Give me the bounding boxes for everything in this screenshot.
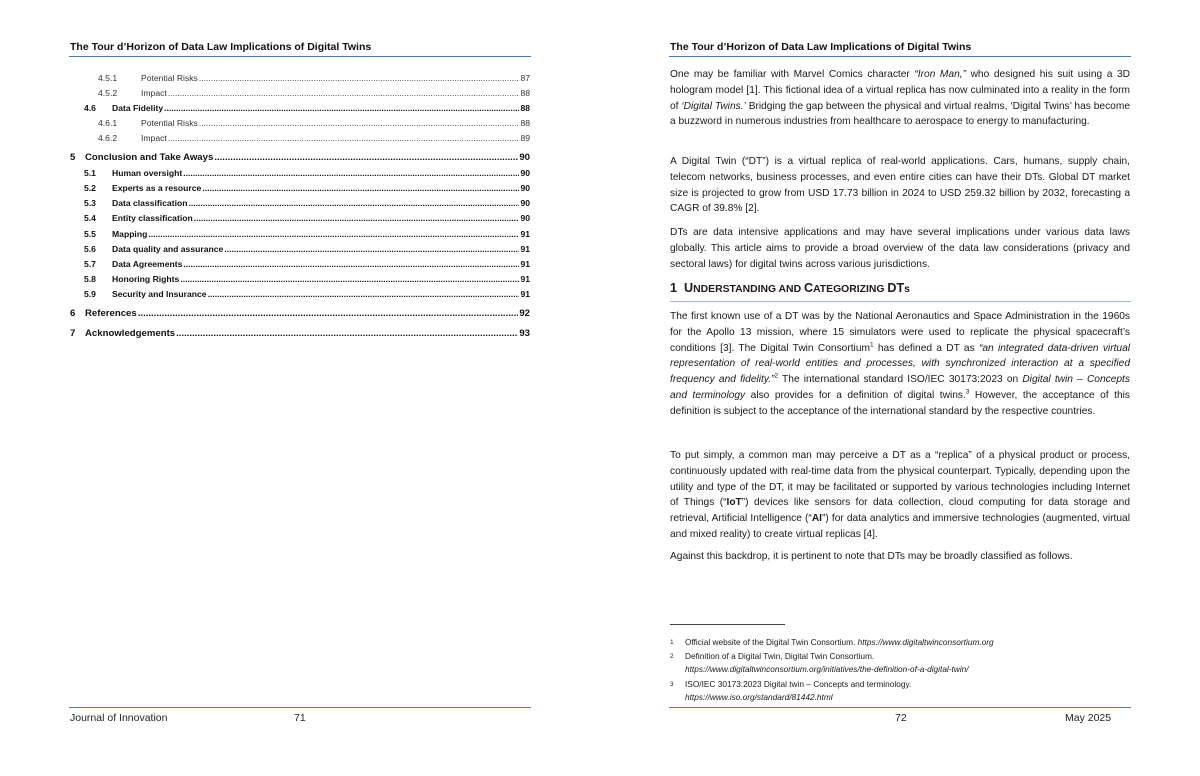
toc-entry[interactable]	[70, 198, 530, 212]
toc-entry-page: 93	[519, 328, 530, 339]
running-header-left: The Tour d’Horizon of Data Law Implications of Digital Twins	[70, 41, 372, 53]
toc-entry-number: 4.6.2	[98, 133, 118, 143]
toc-entry-title: Data classification	[112, 198, 188, 208]
toc-entry-title: Impact	[141, 88, 167, 98]
toc-entry[interactable]	[70, 229, 530, 243]
text-run: ”) devices like sensors for data collection, cloud computing for data storage and retrieval, Artificial Intelligence (“	[670, 497, 1130, 525]
toc-entry-page: 91	[520, 244, 530, 254]
toc-entry[interactable]	[70, 88, 530, 102]
footnote-text: Official website of the Digital Twin Consortium.	[685, 637, 858, 647]
text-run: One may be familiar with Marvel Comics character	[670, 69, 915, 80]
toc-entry[interactable]	[70, 133, 530, 147]
toc-entry-page: 90	[520, 183, 530, 193]
toc-leader-dots	[214, 152, 518, 163]
toc-leader-dots	[138, 308, 519, 319]
text-run: Bridging the gap between the physical and virtual realms, ‘Digital Twins’ has become a buzzword in numerous industries from healthcare to aerospace to energy to manufacturing.	[670, 100, 1130, 128]
toc-leader-dots	[176, 328, 518, 339]
footnote-link[interactable]: https://www.iso.org/standard/81442.html	[685, 692, 833, 702]
text-run: The first known use of a DT was by the National Aeronautics and Space Administration in the 1960s for the Apollo 13 mission, where 15 simulators were used to replicate the physical spacecraft’s conditions [3]. The Digital Twin Consortium	[670, 311, 1130, 354]
toc-entry-number: 4.5.1	[98, 73, 118, 83]
toc-leader-dots	[224, 244, 519, 254]
footer-date: May 2025	[1065, 712, 1112, 724]
toc-entry-number: 4.6.1	[98, 118, 118, 128]
toc-leader-dots	[148, 229, 519, 239]
text-run: However, the acceptance of this definition is subject to the acceptance of the international standard by the respective countries.	[670, 389, 1130, 417]
text-run: also provides for a definition of digital twins.	[745, 389, 966, 401]
footnote-link[interactable]: https://www.digitaltwinconsortium.org/initiatives/the-definition-of-a-digital-twin/	[685, 664, 969, 674]
section-rule	[670, 301, 1131, 302]
toc-entry-number: 5.8	[84, 274, 96, 284]
text-run-bold: AI	[811, 513, 822, 525]
toc-entry-number: 5.4	[84, 213, 96, 223]
footnote-separator	[670, 624, 785, 625]
toc-entry-number: 5.6	[84, 244, 96, 254]
toc-entry-title: Data quality and assurance	[112, 244, 224, 254]
toc-leader-dots	[188, 198, 519, 208]
toc-entry-number: 5.2	[84, 183, 96, 193]
toc-entry[interactable]	[70, 103, 530, 117]
toc-leader-dots	[199, 73, 520, 83]
toc-entry-title: References	[85, 308, 137, 319]
page-number-left: 71	[294, 712, 306, 724]
text-run: ”) for data analytics and immersive technologies (augmented, virtual and mixed reality) to create virtual replicas [4].	[670, 513, 1130, 540]
section-number: 1	[670, 281, 678, 295]
toc-entry[interactable]	[70, 183, 530, 197]
toc-leader-dots	[168, 133, 520, 143]
toc-leader-dots	[183, 168, 519, 178]
toc-entry-title: Impact	[141, 133, 167, 143]
toc-entry-page: 92	[519, 308, 530, 319]
heading-cap: DT	[887, 281, 905, 295]
toc-entry-number: 4.6	[84, 103, 96, 113]
toc-entry[interactable]	[70, 259, 530, 273]
section-heading-1	[670, 281, 1130, 295]
text-run: The international standard ISO/IEC 30173:2023 on	[778, 374, 1023, 386]
header-rule-right	[669, 56, 1131, 57]
footnote-ref: 3	[965, 388, 970, 396]
toc-entry-page: 91	[520, 229, 530, 239]
toc-entry-number: 5.7	[84, 259, 96, 269]
toc-leader-dots	[208, 289, 520, 299]
toc-entry-title: Security and Insurance	[112, 289, 207, 299]
text-run-italic: “an integrated data-driven virtual representation of real-world entities and processes, with synchronized interaction at a specified frequency and fidelity.”	[670, 342, 1131, 386]
footnote-number: 1	[670, 639, 674, 646]
toc-entry-number: 6	[70, 308, 76, 319]
toc-entry-page: 91	[520, 259, 530, 269]
toc-entry-number: 5	[70, 152, 76, 163]
page-number-right: 72	[895, 712, 907, 724]
toc-entry-number: 5.5	[84, 229, 96, 239]
toc-entry[interactable]	[70, 168, 530, 182]
toc-entry-number: 5.3	[84, 198, 96, 208]
toc-entry-page: 91	[520, 289, 530, 299]
toc-entry-title: Potential Risks	[141, 118, 198, 128]
footer-rule-left	[69, 707, 531, 708]
text-run-bold: IoT	[726, 497, 742, 509]
toc-entry[interactable]	[70, 244, 530, 258]
toc-entry-title: Potential Risks	[141, 73, 198, 83]
toc-entry[interactable]	[70, 73, 530, 87]
heading-cap: U	[684, 281, 694, 295]
toc-entry-title: Human oversight	[112, 168, 183, 178]
paragraph-replica	[670, 448, 1130, 543]
footnote-number: 3	[670, 681, 674, 688]
toc-entry[interactable]	[70, 118, 530, 132]
toc-entry[interactable]	[70, 289, 530, 303]
heading-smallcaps: s	[904, 284, 910, 295]
toc-entry-number: 5.1	[84, 168, 96, 178]
toc-entry-title: Experts as a resource	[112, 183, 202, 193]
footnote-2	[670, 650, 1130, 676]
toc-entry-title: Entity classification	[112, 213, 193, 223]
toc-entry-page: 90	[519, 152, 530, 163]
toc-entry[interactable]	[70, 328, 530, 342]
paragraph-history	[670, 309, 1130, 420]
footnote-3	[670, 678, 1130, 704]
toc-leader-dots	[164, 103, 519, 113]
toc-entry-title: Mapping	[112, 229, 148, 239]
toc-entry-title: Data Agreements	[112, 259, 183, 269]
toc-entry-number: 5.9	[84, 289, 96, 299]
toc-entry[interactable]	[70, 152, 530, 166]
toc-leader-dots	[180, 274, 519, 284]
text-run: To put simply, a common man may perceive a DT as a “replica” of a physical product or process, continuously updated with real-time data from the physical counterpart. Typically, depending upon the utility and type of the DT, it may be facilitated or supported by various technologies including Internet of Things (“	[670, 450, 1130, 509]
toc-leader-dots	[199, 118, 520, 128]
heading-cap: C	[803, 281, 814, 295]
toc-entry[interactable]	[70, 308, 530, 322]
paragraph-intro	[670, 67, 1130, 130]
toc-entry-page: 88	[520, 103, 530, 113]
toc-leader-dots	[168, 88, 520, 98]
toc-entry-title: Data Fidelity	[112, 103, 164, 113]
toc-entry-page: 89	[520, 133, 530, 143]
footnote-link[interactable]: https://www.digitaltwinconsortium.org	[857, 637, 994, 647]
toc-entry-page: 91	[520, 274, 530, 284]
footnote-1	[670, 636, 1130, 649]
toc-entry-page: 90	[520, 213, 530, 223]
text-run: has defined a DT as	[873, 342, 979, 354]
header-rule-left	[69, 56, 531, 57]
footnote-number: 2	[670, 653, 674, 660]
text-run-italic: “Iron Man,”	[914, 69, 966, 80]
toc-leader-dots	[183, 259, 519, 269]
footnote-text: Definition of a Digital Twin, Digital Twin Consortium.	[685, 651, 875, 661]
heading-smallcaps: ATEGORIZING	[813, 284, 888, 295]
toc-entry-title: Conclusion and Take Aways	[85, 152, 214, 163]
toc-entry-page: 90	[520, 168, 530, 178]
text-run-italic: ‘Digital Twins.’	[681, 100, 746, 112]
toc-entry[interactable]	[70, 274, 530, 288]
toc-entry-page: 87	[520, 73, 530, 83]
footnote-text: ISO/IEC 30173:2023 Digital twin – Concepts and terminology.	[685, 679, 912, 689]
toc-entry-title: Honoring Rights	[112, 274, 180, 284]
toc-entry[interactable]	[70, 213, 530, 227]
toc-leader-dots	[194, 213, 520, 223]
toc-entry-page: 88	[520, 88, 530, 98]
toc-entry-page: 90	[520, 198, 530, 208]
heading-smallcaps: NDERSTANDING AND	[693, 284, 804, 295]
toc-entry-page: 88	[520, 118, 530, 128]
running-header-right: The Tour d’Horizon of Data Law Implications of Digital Twins	[670, 41, 972, 53]
toc-leader-dots	[202, 183, 519, 193]
footnote-ref: 2	[774, 372, 779, 380]
footnote-ref: 1	[869, 341, 874, 349]
text-run: who designed his suit using a 3D hologram model [1]. This fictional idea of a virtual replica has now culminated into a reality in the form of	[670, 69, 1130, 112]
paragraph-definition: A Digital Twin (“DT”) is a virtual replica of real-world applications. Cars, humans, supply chain, telecom networks, business processes, and even entire cities can have their DTs. Global DT market size is projected to grow from USD 17.73 billion in 2024 to USD 259.32 billion by 2032, forecasting a CAGR of 39.8% [2].	[670, 156, 1130, 215]
text-run-italic: Digital twin – Concepts and terminology	[670, 374, 1130, 401]
paragraph-implications: DTs are data intensive applications and may have several implications under various data laws globally. This article aims to provide a broad overview of the data law considerations (privacy and sectoral laws) for digital twins across various jurisdictions.	[670, 227, 1130, 270]
footer-rule-right	[669, 707, 1131, 708]
footer-journal-name: Journal of Innovation	[70, 712, 168, 724]
toc-entry-title: Acknowledgements	[85, 328, 176, 339]
toc-entry-number: 4.5.2	[98, 88, 118, 98]
toc-entry-number: 7	[70, 328, 76, 339]
paragraph-backdrop: Against this backdrop, it is pertinent to note that DTs may be broadly classified as follows.	[670, 551, 1073, 562]
